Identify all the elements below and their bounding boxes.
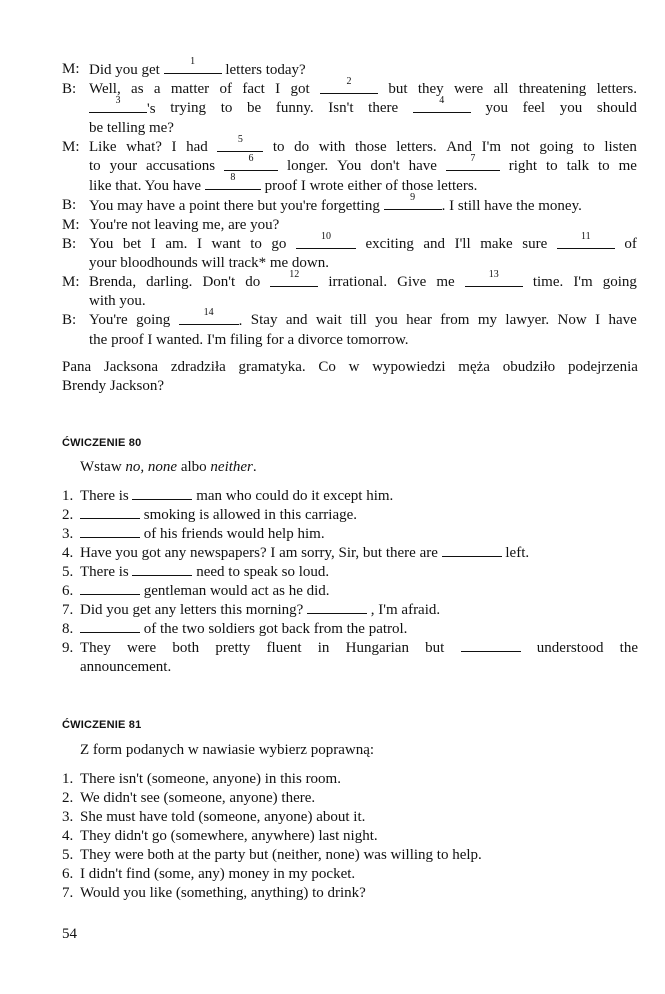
item-line: They were both pretty fluent in Hungarian but understood the xyxy=(80,640,638,656)
blank-8[interactable]: 8 xyxy=(205,176,261,190)
dialogue-line: with you. xyxy=(89,293,146,309)
blank-12[interactable]: 12 xyxy=(270,273,318,287)
answer-blank[interactable] xyxy=(132,487,192,500)
exercise-81-instruction: Z form podanych w nawiasie wybierz poprawną: xyxy=(80,742,375,758)
blank-2[interactable]: 2 xyxy=(320,80,378,94)
dialogue-turn xyxy=(62,76,637,138)
dialogue-turn xyxy=(62,269,637,311)
answer-blank[interactable] xyxy=(132,563,192,576)
list-item: 1. There is man who could do it except him. xyxy=(62,488,394,504)
blank-5[interactable]: 5 xyxy=(217,138,263,152)
speaker-label: B: xyxy=(62,81,77,97)
list-item: 7. Did you get any letters this morning? , I'm afraid. xyxy=(62,602,441,618)
list-item: 6. I didn't find (some, any) money in my pocket. xyxy=(62,866,356,882)
blank-14[interactable]: 14 xyxy=(179,311,239,325)
list-item: 6. gentleman would act as he did. xyxy=(62,583,330,599)
dialogue-line: 3 's trying to be funny. Isn't there 4 you feel you should xyxy=(89,99,637,119)
dialogue-line: Did you get 1 letters today? xyxy=(89,56,306,78)
list-item: 3. She must have told (someone, anyone) about it. xyxy=(62,809,366,825)
blank-13[interactable]: 13 xyxy=(465,273,523,287)
answer-blank[interactable] xyxy=(461,639,521,652)
speaker-label: M: xyxy=(62,217,80,233)
dialogue-line: Like what? I had 5 to do with those letters. And I'm not going to listen xyxy=(89,134,637,155)
note-line: Pana Jacksona zdradziła gramatyka. Co w wypowiedzi męża obudziło podejrzenia xyxy=(62,359,638,375)
note-line: Brendy Jackson? xyxy=(62,378,165,394)
list-item: 2. smoking is allowed in this carriage. xyxy=(62,507,358,523)
reading-question xyxy=(62,358,638,396)
item-line: announcement. xyxy=(80,659,172,675)
list-item: 3. of his friends would help him. xyxy=(62,526,325,542)
exercise-81-list xyxy=(62,770,638,903)
dialogue xyxy=(62,56,637,350)
exercise-80-title: ĆWICZENIE 80 xyxy=(62,437,142,449)
dialogue-line: You bet I am. I want to go 10 exciting and I'll make sure 11 of xyxy=(89,231,637,252)
exercise-81-title: ĆWICZENIE 81 xyxy=(62,719,142,731)
dialogue-line: Well, as a matter of fact I got 2 but they were all threatening letters. xyxy=(89,76,637,97)
list-item: 7. Would you like (something, anything) to drink? xyxy=(62,885,366,901)
blank-1[interactable]: 1 xyxy=(164,60,222,74)
blank-10[interactable]: 10 xyxy=(296,235,356,249)
dialogue-line: your bloodhounds will track* me down. xyxy=(89,255,329,271)
speaker-label: M: xyxy=(62,61,80,77)
dialogue-turn xyxy=(62,307,637,350)
blank-4[interactable]: 4 xyxy=(413,99,471,113)
speaker-label: B: xyxy=(62,312,77,328)
speaker-label: B: xyxy=(62,236,77,252)
blank-6[interactable]: 6 xyxy=(224,157,278,171)
exercise-80-instruction: Wstaw no, none albo neither. xyxy=(80,459,257,475)
list-item: 9. They were both pretty fluent in Hungarian but understood the announcement. xyxy=(62,640,638,675)
speaker-label: M: xyxy=(62,139,80,155)
answer-blank[interactable] xyxy=(80,620,140,633)
answer-blank[interactable] xyxy=(80,525,140,538)
dialogue-line: You may have a point there but you're forgetting 9 . I still have the money. xyxy=(89,192,582,214)
dialogue-turn xyxy=(62,192,637,216)
list-item: 5. There is need to speak so loud. xyxy=(62,564,330,580)
list-item: 4. Have you got any newspapers? I am sorry, Sir, but there are left. xyxy=(62,545,530,561)
dialogue-line: Brenda, darling. Don't do 12 irrational. Give me 13 time. I'm going xyxy=(89,269,637,290)
dialogue-line: like that. You have 8 proof I wrote either of those letters. xyxy=(89,172,478,194)
exercise-80-list xyxy=(62,487,638,677)
blank-11[interactable]: 11 xyxy=(557,235,615,249)
answer-blank[interactable] xyxy=(442,544,502,557)
answer-blank[interactable] xyxy=(307,601,367,614)
dialogue-line: You're not leaving me, are you? xyxy=(89,217,280,233)
list-item: 1. There isn't (someone, anyone) in this room. xyxy=(62,771,341,787)
dialogue-line: to your accusations 6 longer. You don't have 7 right to talk to me xyxy=(89,153,637,174)
dialogue-line: You're going 14 . Stay and wait till you hear from my lawyer. Now I have xyxy=(89,307,637,329)
list-item: 5. They were both at the party but (neither, none) was willing to help. xyxy=(62,847,482,863)
page-number: 54 xyxy=(62,926,77,942)
dialogue-turn xyxy=(62,134,637,196)
speaker-label: B: xyxy=(62,197,77,213)
dialogue-line: the proof I wanted. I'm filing for a divorce tomorrow. xyxy=(89,332,409,348)
dialogue-line: be telling me? xyxy=(89,120,174,136)
blank-3[interactable]: 3 xyxy=(89,99,147,113)
list-item: 4. They didn't go (somewhere, anywhere) last night. xyxy=(62,828,378,844)
list-item: 2. We didn't see (someone, anyone) there. xyxy=(62,790,316,806)
answer-blank[interactable] xyxy=(80,582,140,595)
list-item: 8. of the two soldiers got back from the patrol. xyxy=(62,621,408,637)
dialogue-turn xyxy=(62,231,637,273)
speaker-label: M: xyxy=(62,274,80,290)
blank-7[interactable]: 7 xyxy=(446,157,500,171)
answer-blank[interactable] xyxy=(80,506,140,519)
blank-9[interactable]: 9 xyxy=(384,196,442,210)
